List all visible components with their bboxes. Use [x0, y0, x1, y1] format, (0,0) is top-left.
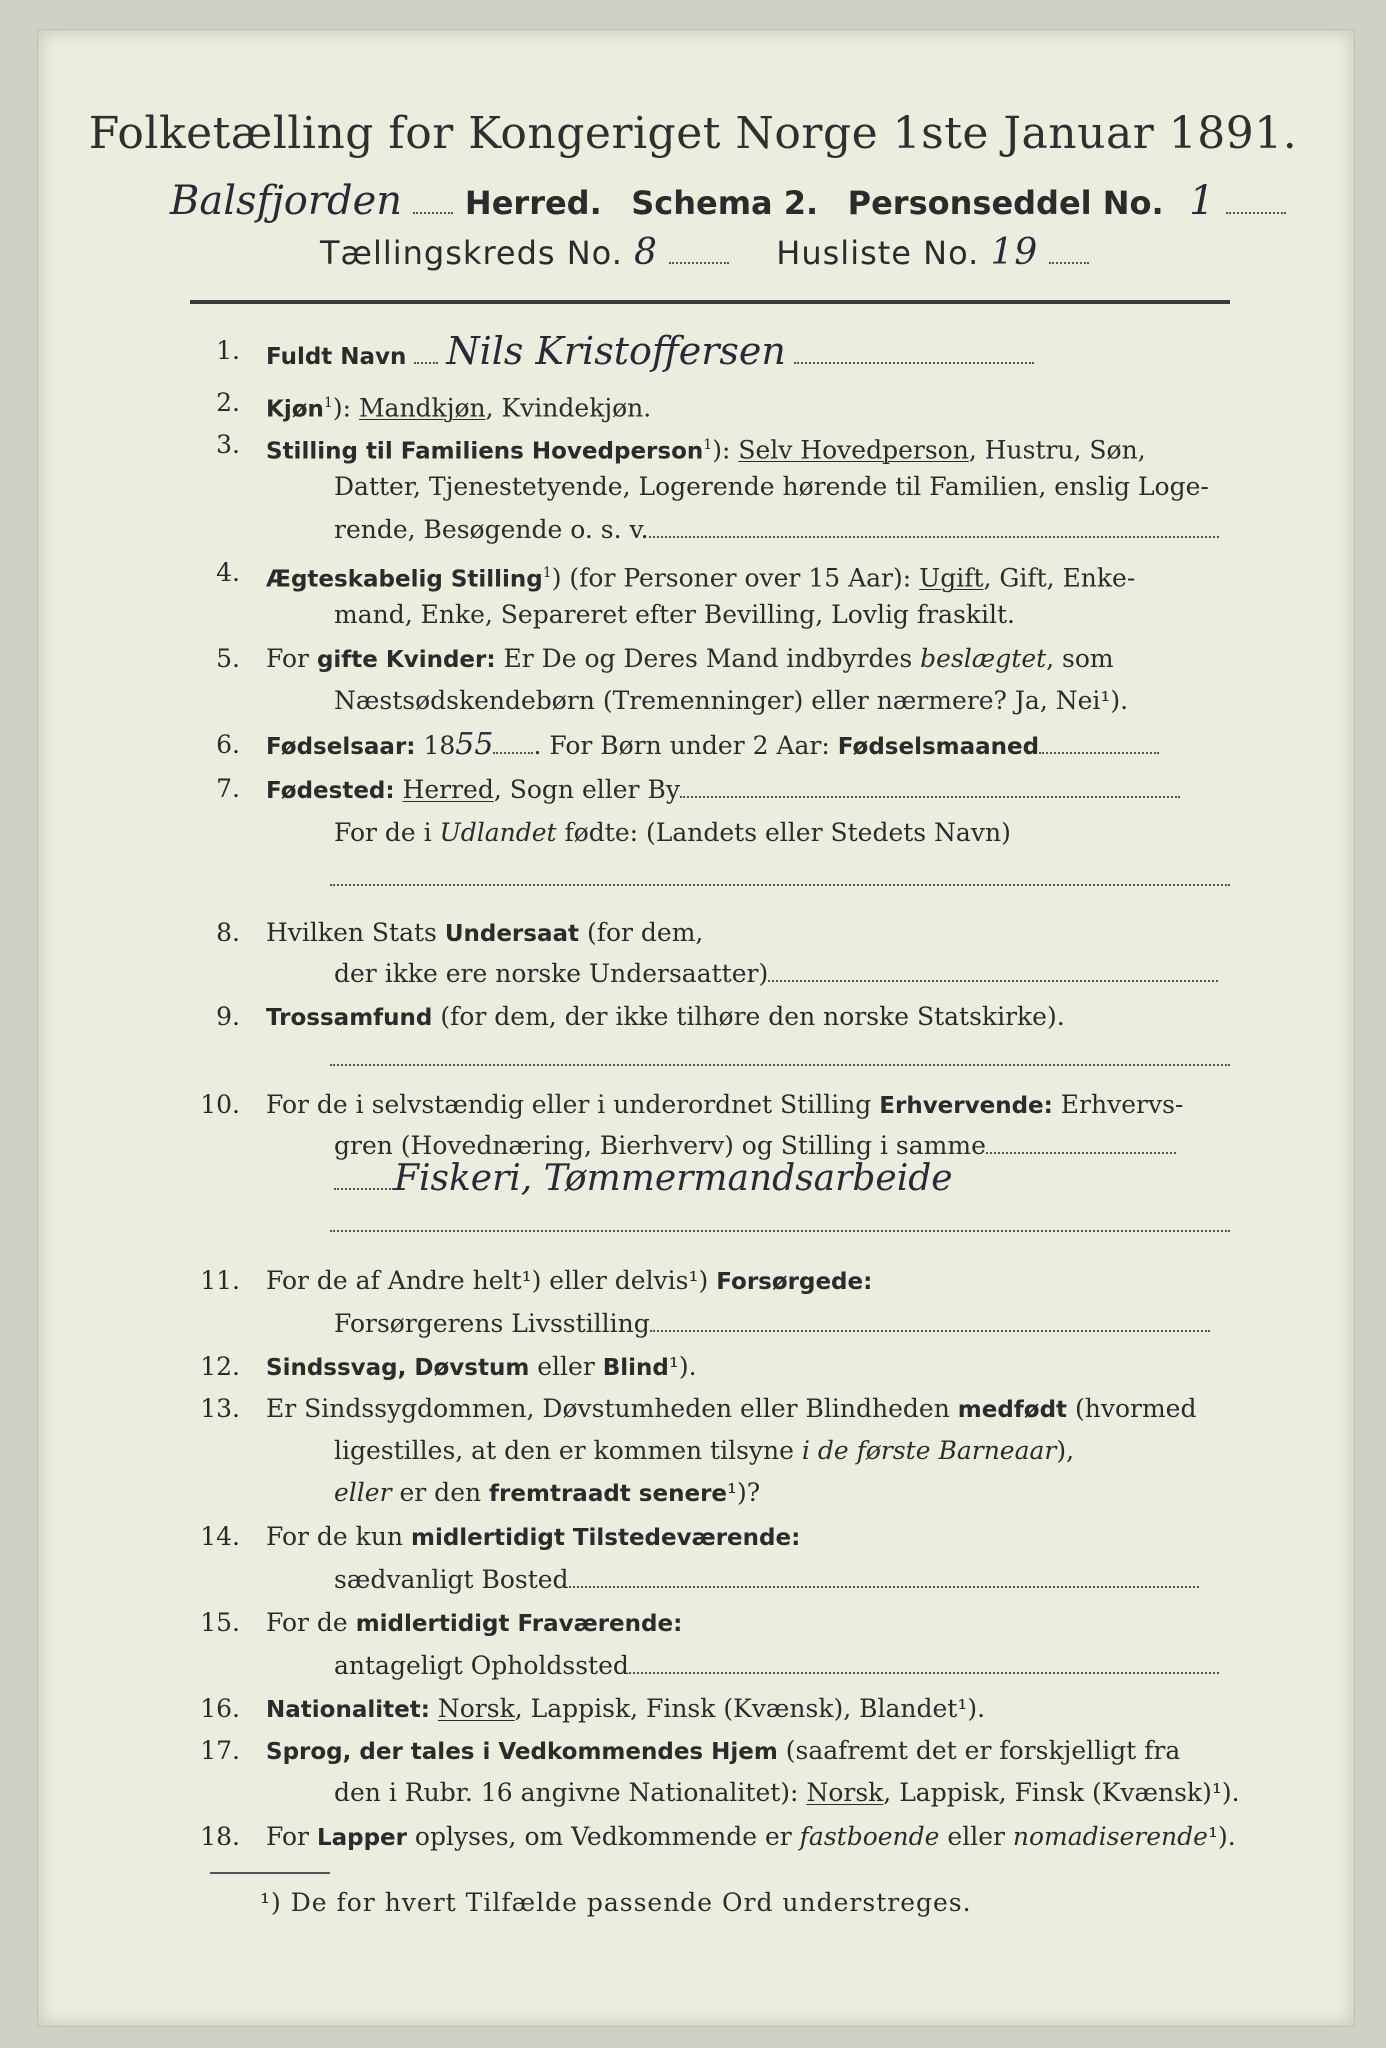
header-line-herred	[170, 178, 1286, 224]
nationality-norsk-underlined: Norsk	[437, 1694, 515, 1723]
item-number: 11.	[200, 1266, 240, 1295]
language-norsk-underlined: Norsk	[806, 1778, 884, 1807]
header-rule	[190, 300, 1230, 304]
item-number: 16.	[200, 1694, 240, 1723]
item-12-label-blind: Blind	[602, 1355, 669, 1381]
item-2-label: Kjøn	[266, 396, 324, 423]
item-4-label: Ægteskabelig Stilling	[266, 566, 543, 593]
kreds-number: 8	[634, 232, 658, 273]
item-13-label: medfødt	[957, 1397, 1068, 1423]
selv-hovedperson-underlined: Selv Hovedperson	[738, 435, 969, 465]
husliste-number: 19	[990, 232, 1039, 273]
item-number: 7.	[216, 774, 240, 803]
item-11-label: Forsørgede:	[716, 1269, 873, 1295]
item-number: 5.	[216, 644, 240, 673]
item-18-label: Lapper	[316, 1825, 407, 1851]
item-number: 3.	[216, 430, 240, 459]
item-number: 15.	[200, 1608, 240, 1637]
footnote: ¹) De for hvert Tilfælde passende Ord understreges.	[260, 1888, 972, 1917]
schema-label: Schema 2.	[631, 184, 819, 222]
item-6-label: Fødselsaar:	[266, 734, 416, 760]
herred-name: Balsfjorden	[170, 178, 403, 224]
husliste-label: Husliste No.	[776, 234, 980, 272]
item-number: 17.	[200, 1736, 240, 1765]
item-9-label: Trossamfund	[266, 1005, 433, 1031]
item-13-label2: fremtraadt senere	[489, 1481, 728, 1507]
item-number: 8.	[216, 918, 240, 947]
form-title: Folketælling for Kongeriget Norge 1ste Januar 1891.	[88, 108, 1298, 159]
item-7-label: Fødested:	[266, 778, 395, 804]
item-number: 10.	[200, 1090, 240, 1119]
item-16-label: Nationalitet:	[266, 1697, 430, 1723]
item-10-label: Erhvervende:	[879, 1093, 1053, 1119]
item-6-label2: Fødselsmaaned	[837, 734, 1040, 760]
item-8-label: Undersaat	[444, 921, 579, 947]
personseddel-number: 1	[1189, 178, 1215, 224]
item-number: 2.	[216, 388, 240, 417]
item-number: 6.	[216, 730, 240, 759]
item-number: 9.	[216, 1002, 240, 1031]
item-number: 13.	[200, 1394, 240, 1423]
item-15-label: midlertidigt Fraværende:	[355, 1611, 683, 1637]
item-14-label: midlertidigt Tilstedeværende:	[410, 1525, 801, 1551]
item-number: 14.	[200, 1522, 240, 1551]
item-5-label: gifte Kvinder:	[316, 647, 496, 673]
item-number: 12.	[200, 1352, 240, 1381]
ugift-underlined: Ugift	[919, 563, 984, 593]
mandkjon-underlined: Mandkjøn	[358, 393, 486, 423]
item-1-label: Fuldt Navn	[266, 344, 407, 370]
item-number: 4.	[216, 558, 240, 587]
full-name-value: Nils Kristoffersen	[446, 329, 786, 373]
item-17-label: Sprog, der tales i Vedkommendes Hjem	[266, 1739, 778, 1765]
kreds-label: Tællingskreds No.	[320, 234, 623, 272]
item-12-label: Sindssvag, Døvstum	[266, 1355, 530, 1381]
header-line-kreds	[320, 232, 1089, 273]
herred-underlined: Herred	[402, 775, 494, 804]
herred-label: Herred.	[464, 184, 602, 222]
birth-year-value: 55	[455, 727, 494, 762]
occupation-value: Fiskeri, Tømmermandsarbeide	[394, 1158, 953, 1199]
item-number: 18.	[200, 1822, 240, 1851]
personseddel-label: Personseddel No.	[847, 184, 1164, 222]
item-number: 1.	[216, 336, 240, 365]
item-3-label: Stilling til Familiens Hovedperson	[266, 438, 704, 465]
